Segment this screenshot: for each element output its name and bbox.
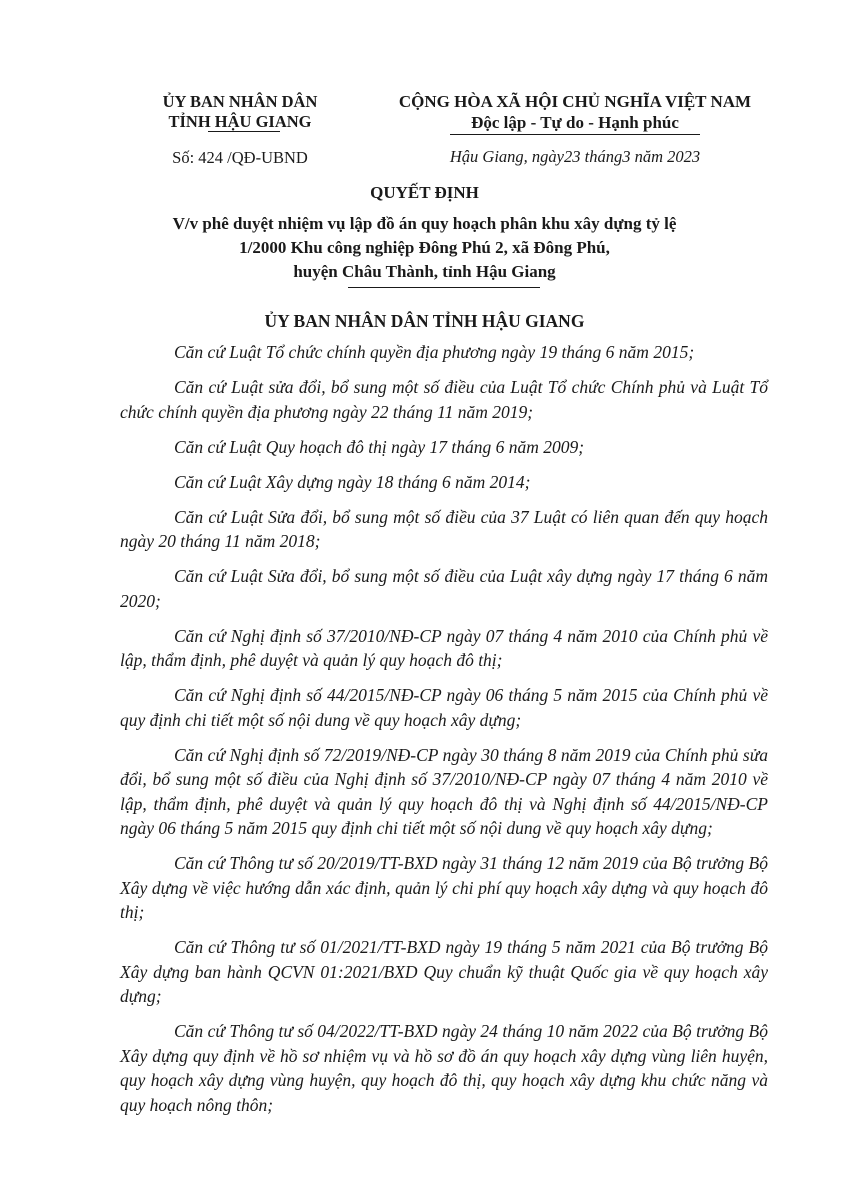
legal-basis-paragraph: Căn cứ Luật sửa đổi, bổ sung một số điều của Luật Tổ chức Chính phủ và Luật Tổ chức chính quyền địa phương ngày 22 tháng 11 năm 2019; <box>120 377 768 422</box>
place-and-date: Hậu Giang, ngày23 tháng3 năm 2023 <box>449 147 701 166</box>
authority-heading: ỦY BAN NHÂN DÂN TỈNH HẬU GIANG <box>264 311 585 331</box>
subject-line-1: V/v phê duyệt nhiệm vụ lập đồ án quy hoạch phân khu xây dựng tỷ lệ <box>172 214 677 233</box>
national-title: CỘNG HÒA XÃ HỘI CHỦ NGHĨA VIỆT NAM <box>398 92 752 111</box>
legal-basis-paragraph: Căn cứ Nghị định số 72/2019/NĐ-CP ngày 30 tháng 8 năm 2019 của Chính phủ sửa đổi, bổ sung một số điều của Nghị định số 37/2010/NĐ-CP ngày 07 tháng 4 năm 2010 về lập, thẩm định, phê duyệt và quản lý quy hoạch đô thị và Nghị định số 44/2015/NĐ-CP ngày 06 tháng 5 năm 2015 quy định chi tiết một số nội dung về quy hoạch xây dựng; <box>120 744 768 838</box>
legal-basis-paragraph: Căn cứ Thông tư số 01/2021/TT-BXD ngày 19 tháng 5 năm 2021 của Bộ trưởng Bộ Xây dựng ban hành QCVN 01:2021/BXD Quy chuẩn kỹ thuật Quốc gia về quy hoạch xây dựng; <box>120 937 768 1006</box>
document-title: QUYẾT ĐỊNH <box>370 183 479 202</box>
legal-basis-paragraph: Căn cứ Luật Sửa đổi, bổ sung một số điều của 37 Luật có liên quan đến quy hoạch ngày 20 tháng 11 năm 2018; <box>120 506 768 551</box>
legal-basis-paragraph: Căn cứ Luật Quy hoạch đô thị ngày 17 tháng 6 năm 2009; <box>174 436 585 457</box>
national-motto: Độc lập - Tự do - Hạnh phúc <box>471 113 679 132</box>
issuing-org-line1: ỦY BAN NHÂN DÂN <box>162 92 318 111</box>
legal-basis-paragraph: Căn cứ Luật Xây dựng ngày 18 tháng 6 năm 2014; <box>174 471 531 492</box>
legal-basis-paragraph: Căn cứ Nghị định số 44/2015/NĐ-CP ngày 06 tháng 5 năm 2015 của Chính phủ về quy định chi tiết một số nội dung về quy hoạch xây dựng; <box>120 685 768 730</box>
legal-basis-paragraph: Căn cứ Luật Tổ chức chính quyền địa phương ngày 19 tháng 6 năm 2015; <box>174 342 695 362</box>
motto-underline <box>450 134 700 135</box>
subject-line-2: 1/2000 Khu công nghiệp Đông Phú 2, xã Đông Phú, <box>239 238 610 257</box>
document-number: Số: 424 /QĐ-UBND <box>172 148 308 167</box>
legal-basis-paragraph: Căn cứ Thông tư số 04/2022/TT-BXD ngày 24 tháng 10 năm 2022 của Bộ trưởng Bộ Xây dựng quy định về hồ sơ nhiệm vụ và hồ sơ đồ án quy hoạch xây dựng vùng liên huyện, quy hoạch xây dựng vùng huyện, quy hoạch đô thị, quy hoạch xây dựng khu chức năng và quy hoạch nông thôn; <box>120 1021 768 1115</box>
issuing-org-line2: TỈNH HẬU GIANG <box>168 112 312 131</box>
subject-underline <box>348 287 540 288</box>
legal-basis-paragraph: Căn cứ Nghị định số 37/2010/NĐ-CP ngày 07 tháng 4 năm 2010 của Chính phủ về lập, thẩm định, phê duyệt và quản lý quy hoạch đô thị; <box>120 625 768 670</box>
subject-line-3: huyện Châu Thành, tỉnh Hậu Giang <box>293 262 556 281</box>
legal-bases <box>120 340 768 1128</box>
legal-basis-paragraph: Căn cứ Thông tư số 20/2019/TT-BXD ngày 31 tháng 12 năm 2019 của Bộ trưởng Bộ Xây dựng về việc hướng dẫn xác định, quản lý chi phí quy hoạch xây dựng và quy hoạch đô thị; <box>120 853 768 922</box>
legal-basis-paragraph: Căn cứ Luật Sửa đổi, bổ sung một số điều của Luật xây dựng ngày 17 tháng 6 năm 2020; <box>120 566 768 611</box>
org-underline <box>208 131 280 132</box>
